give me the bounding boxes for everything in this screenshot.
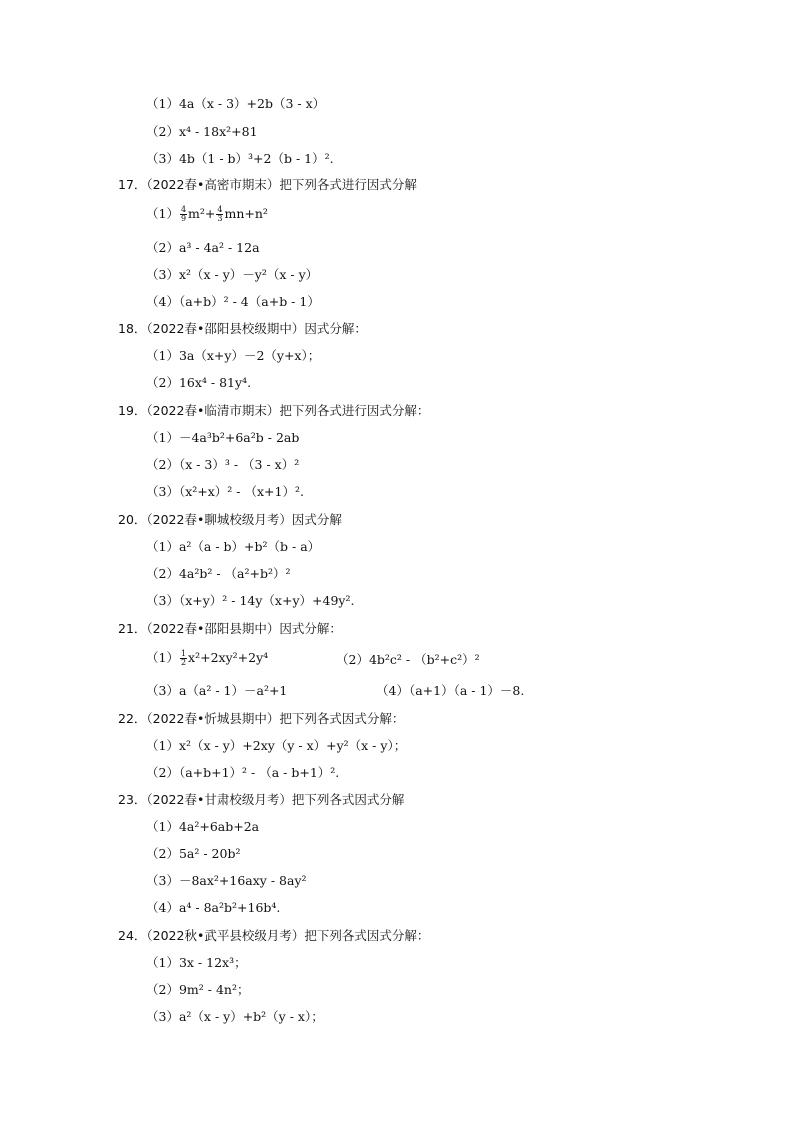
- problem-21-part-1: [146, 650, 268, 667]
- problem-23-part-2: （2）5a² - 20b²: [146, 846, 241, 861]
- problem-19-part-1: （1）－4a³b²+6a²b - 2ab: [146, 430, 300, 445]
- fraction: [180, 206, 187, 223]
- fraction-denominator: 2: [180, 658, 187, 667]
- problem-24-part-2: （2）9m² - 4n²；: [146, 982, 250, 997]
- expression-text: m²+: [188, 206, 216, 221]
- problem-22-heading: 22．（2022春•忻城县期中）把下列各式因式分解：: [118, 711, 405, 726]
- part-label: （1）: [146, 650, 179, 665]
- problem-18-part-2: （2）16x⁴ - 81y⁴.: [146, 375, 252, 390]
- fraction-denominator: 9: [180, 214, 187, 223]
- problem-23-part-1: （1）4a²+6ab+2a: [146, 819, 260, 834]
- problem-17-part-2: （2）a³ - 4a² - 12a: [146, 240, 260, 255]
- problem-22-part-2: （2）（a+b+1）² - （a - b+1）².: [146, 765, 340, 780]
- fraction-numerator: 4: [217, 205, 223, 214]
- problem-19-part-3: （3）（x²+x）² - （x+1）².: [146, 484, 304, 499]
- problem-21-part-3: （3）a（a² - 1）－a²+1: [146, 683, 288, 698]
- problem-17-part-3: （3）x²（x - y）－y²（x - y）: [146, 267, 319, 282]
- problem-17-heading: 17．（2022春•高密市期末）把下列各式进行因式分解: [118, 177, 417, 192]
- problem-24-part-3: （3）a²（x - y）+b²（y - x）；: [146, 1009, 324, 1024]
- problem-20-part-3: （3）（x+y）² - 14y（x+y）+49y².: [146, 593, 355, 608]
- problem-16-part-2: （2）x⁴ - 18x²+81: [146, 124, 258, 139]
- expression-text: x²+2xy²+2y⁴: [188, 650, 269, 665]
- problem-23-heading: 23．（2022春•甘肃校级月考）把下列各式因式分解: [118, 792, 405, 807]
- problem-20-part-1: （1）a²（a - b）+b²（b - a）: [146, 539, 321, 554]
- fraction-denominator: 3: [217, 214, 223, 223]
- problem-16-part-1: （1）4a（x - 3）+2b（3 - x）: [146, 96, 326, 111]
- problem-23-part-3: （3）－8ax²+16axy - 8ay²: [146, 873, 307, 888]
- problem-19-part-2: （2）（x - 3）³ - （3 - x）²: [146, 457, 300, 472]
- fraction-numerator: 4: [180, 205, 187, 214]
- problem-18-heading: 18．（2022春•邵阳县校级期中）因式分解：: [118, 321, 367, 336]
- problem-22-part-1: （1）x²（x - y）+2xy（y - x）+y²（x - y）；: [146, 738, 407, 753]
- problem-24-part-1: （1）3x - 12x³；: [146, 955, 247, 970]
- problem-21-part-2: （2）4b²c² - （b²+c²）²: [336, 652, 480, 667]
- problem-20-part-2: （2）4a²b² - （a²+b²）²: [146, 566, 291, 581]
- problem-21-heading: 21．（2022春•邵阳县期中）因式分解：: [118, 621, 342, 636]
- problem-23-part-4: （4）a⁴ - 8a²b²+16b⁴.: [146, 900, 281, 915]
- part-label: （1）: [146, 206, 179, 221]
- problem-17-part-1: [146, 206, 268, 223]
- fraction: [216, 206, 223, 223]
- problem-20-heading: 20．（2022春•聊城校级月考）因式分解: [118, 512, 342, 527]
- fraction-numerator: 1: [180, 649, 187, 658]
- problem-24-heading: 24．（2022秋•武平县校级月考）把下列各式因式分解：: [118, 928, 430, 943]
- problem-21-part-4: （4）（a+1）（a - 1）－8.: [376, 683, 525, 698]
- fraction: [180, 650, 187, 667]
- problem-18-part-1: （1）3a（x+y）－2（y+x）；: [146, 348, 321, 363]
- problem-17-part-4: （4）（a+b）² - 4（a+b - 1）: [146, 294, 320, 309]
- expression-text: mn+n²: [224, 206, 268, 221]
- problem-16-part-3: （3）4b（1 - b）³+2（b - 1）².: [146, 151, 334, 166]
- problem-19-heading: 19．（2022春•临清市期末）把下列各式进行因式分解：: [118, 403, 430, 418]
